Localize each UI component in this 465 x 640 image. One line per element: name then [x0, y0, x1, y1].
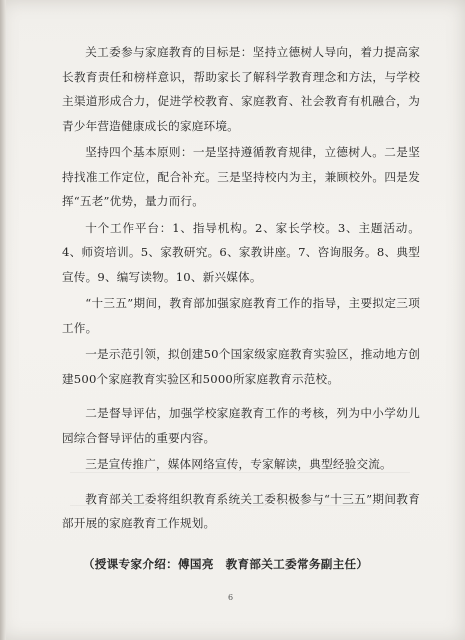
paragraph-promotion: 三是宣传推广，媒体网络宣传，专家解读，典型经验交流。 — [85, 457, 392, 471]
paragraph-participation: 教育部关工委将组织教育系统关工委积极参与“十三五”期间教育部开展的家庭教育工作规划。 — [62, 491, 420, 530]
paragraph-evaluation: 二是督导评估，加强学校家庭教育工作的考核，列为中小学幼儿园综合督导评估的重要内容。 — [62, 406, 420, 445]
lecturer-credit: （授课专家介绍：傅国亮 教育部关工委常务副主任） — [82, 556, 369, 571]
page-number: 6 — [228, 593, 234, 602]
paragraph-principles: 坚持四个基本原则：一是坚持遵循教育规律，立德树人。二是坚持找准工作定位，配合补充。三是坚持校内为主，兼顾校外。四是发挥“五老”优势，量力而行。 — [62, 145, 420, 208]
paper-edge-shadow — [0, 0, 6, 640]
paragraph-demonstration: 一是示范引领，拟创建50个国家级家庭教育实验区，推动地方创建500个家庭教育实验区和5000所家庭教育示范校。 — [62, 347, 420, 386]
document-body — [62, 40, 420, 588]
paragraph-platforms: 十个工作平台：1、指导机构。2、家长学校。3、主题活动。4、师资培训。5、家教研究。6、家教讲座。7、咨询服务。8、典型宣传。9、编写读物。10、新兴媒体。 — [62, 220, 420, 284]
paragraph-13th-five-year: “十三五”期间，教育部加强家庭教育工作的指导，主要拟定三项工作。 — [62, 296, 420, 335]
paragraph-goal: 关工委参与家庭教育的目标是：坚持立德树人导向，着力提高家长教育责任和榜样意识，帮助家长了解科学教育理念和方法，与学校主渠道形成合力，促进学校教育、家庭教育、社会教育有机融合，为青少年营造健康成长的家庭环境。 — [62, 45, 420, 133]
